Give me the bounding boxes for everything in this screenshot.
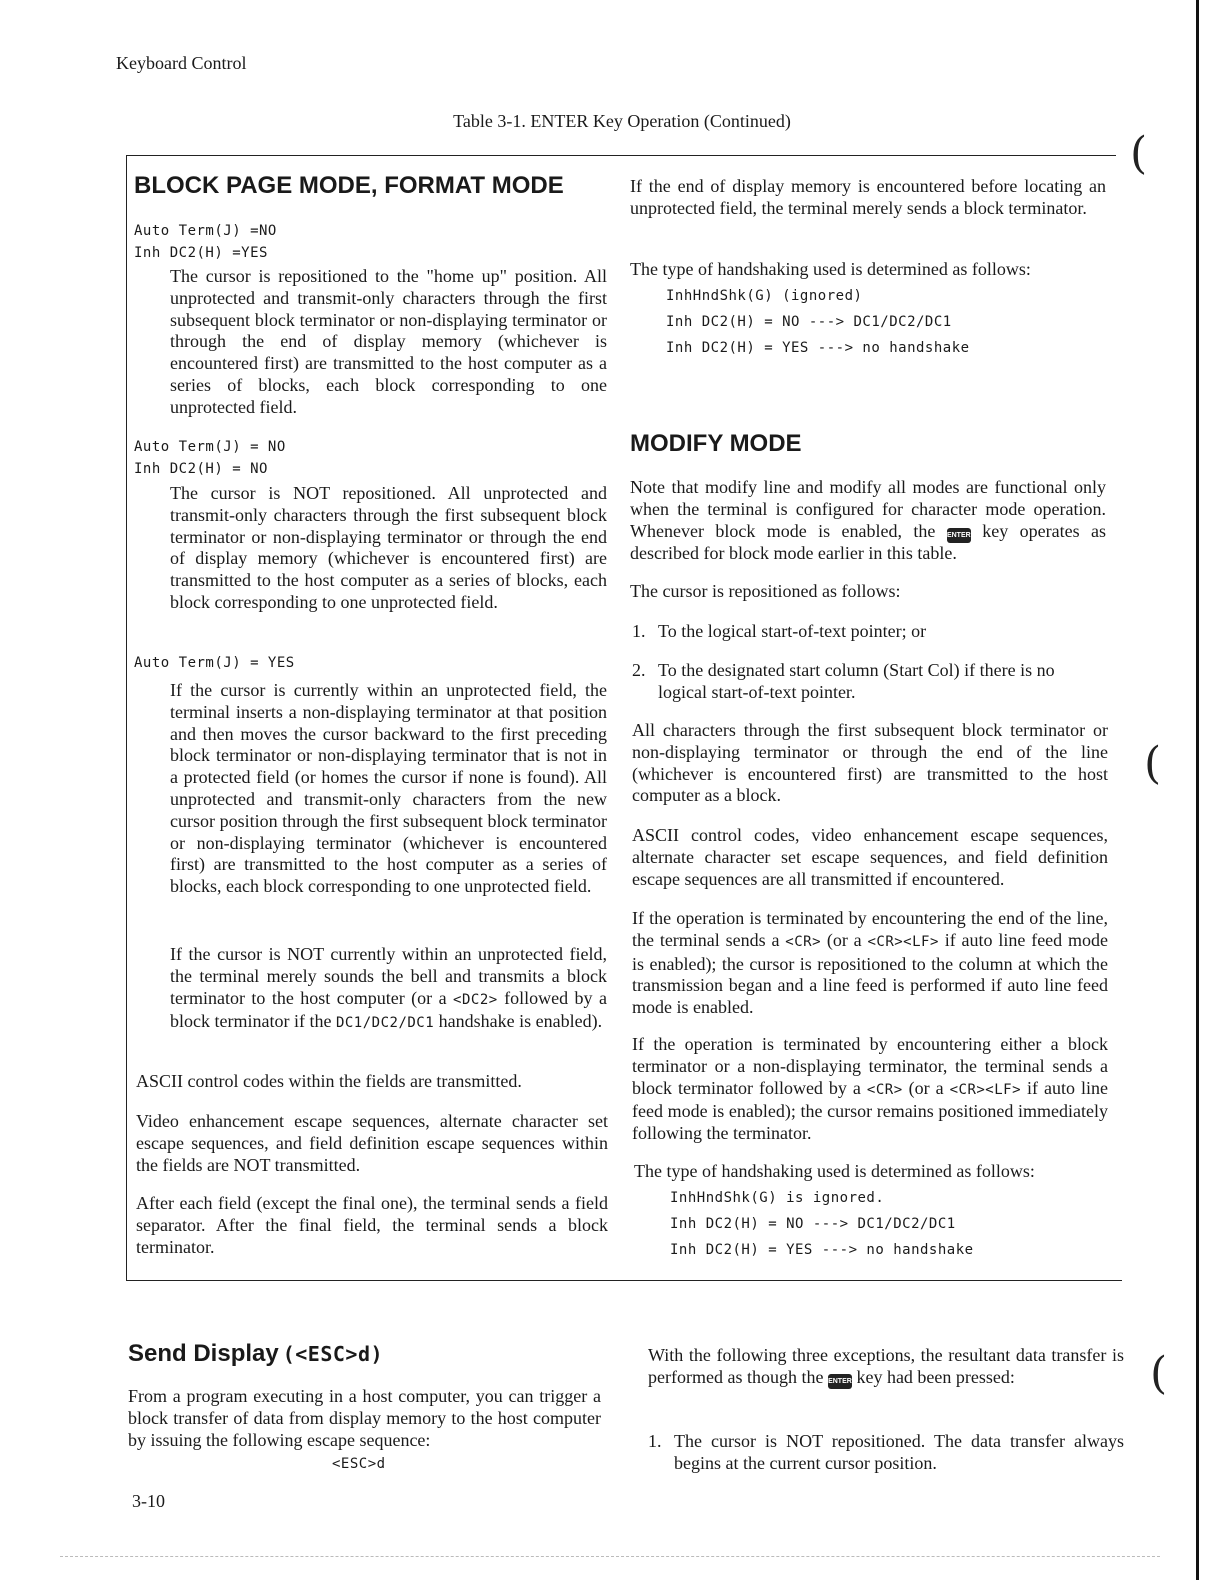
handshake-list-1 (666, 283, 970, 361)
right-para-end: If the end of display memory is encountered before locating an unprotected field, the terminal merely sends a block terminator. (630, 176, 1106, 218)
setting-line: Inh DC2(H) = NO (134, 460, 268, 477)
table-top-rule (126, 155, 1116, 156)
handshake-line: Inh DC2(H) = NO ---> DC1/DC2/DC1 (670, 1216, 956, 1232)
case1-settings (134, 221, 277, 264)
binder-bracket: ( (1150, 1348, 1168, 1399)
code-handshake: DC1/DC2/DC1 (335, 1015, 435, 1032)
handshake-list-2 (670, 1185, 974, 1263)
case3-text2: If the cursor is NOT currently within an unprotected field, the terminal merely sounds the bell and transmits a block terminator to the host computer (or a <DC2> followed by a block terminator if the DC1/DC2/DC1 handshake is enabled). (170, 944, 607, 1032)
handshake-intro-2: The type of handshaking used is determined as follows: (634, 1161, 1035, 1181)
table-left-rule (126, 155, 127, 1280)
handshake-line: InhHndShk(G) (ignored) (666, 288, 863, 304)
modify-heading: MODIFY MODE (630, 430, 802, 457)
handshake-line: Inh DC2(H) = YES ---> no handshake (666, 340, 970, 356)
send-display-heading: Send Display (<ESC>d) (128, 1340, 384, 1367)
handshake-line: Inh DC2(H) = YES ---> no handshake (670, 1242, 974, 1258)
left-para-ascii: ASCII control codes within the fields are transmitted. (136, 1071, 522, 1091)
case3-text1: If the cursor is currently within an unprotected field, the terminal inserts a non-displaying terminator at that position and then moves the cursor backward to the first preceding block terminator or non-displaying terminator that is not in a protected field (or homes the cursor if none is found). All unprotected and transmit-only characters from the new cursor position through the first subsequent block terminator or non-displaying terminator (whichever is encountered first) are transmitted to the host computer as a series of blocks, each block corresponding to one unprotected field. (170, 680, 607, 897)
escape-sequence: <ESC>d (332, 1456, 386, 1472)
list-item: 1. To the logical start-of-text pointer; or (632, 621, 927, 641)
handshake-intro: The type of handshaking used is determined as follows: (630, 259, 1031, 279)
running-title: Keyboard Control (116, 53, 247, 73)
modify-para: Note that modify line and modify all modes are functional only when the terminal is configured for character mode operation. Whenever block mode is enabled, the ENTER key operates as described for block mode earlier in this table. (630, 477, 1106, 563)
left-heading: BLOCK PAGE MODE, FORMAT MODE (134, 172, 564, 199)
binder-bracket: ( (1144, 738, 1162, 789)
right-para-all: All characters through the first subsequent block terminator or non-displaying terminator or through the end of the line (whichever is encountered first) are transmitted to the host computer as a block. (632, 720, 1108, 806)
binder-bracket: ( (1130, 128, 1148, 179)
list-item: 2. To the designated start column (Start Col) if there is no logical start-of-text pointer. (632, 660, 1055, 702)
handshake-line: InhHndShk(G) is ignored. (670, 1190, 885, 1206)
handshake-line: Inh DC2(H) = NO ---> DC1/DC2/DC1 (666, 314, 952, 330)
left-para-video: Video enhancement escape sequences, alternate character set escape sequences, and field definition escape sequences within the fields are NOT transmitted. (136, 1111, 608, 1175)
code-dc2: <DC2> (453, 991, 498, 1008)
table-bottom-rule (126, 1280, 1122, 1281)
case2-text: The cursor is NOT repositioned. All unprotected and transmit-only characters through the first subsequent block terminator or non-displaying terminator or through the end of display memory (whichever is encountered first) are transmitted to the host computer as a series of blocks, each block corresponding to one unprotected field. (170, 483, 607, 612)
page-number: 3-10 (132, 1491, 165, 1511)
case3-setting: Auto Term(J) = YES (134, 655, 295, 671)
case2-settings (134, 437, 286, 480)
enter-key-icon: ENTER (828, 1374, 852, 1389)
setting-line: Auto Term(J) =NO (134, 223, 277, 239)
send-display-para: From a program executing in a host computer, you can trigger a block transfer of data from display memory to the host computer by issuing the following escape sequence: (128, 1386, 601, 1450)
right-para-eol: If the operation is terminated by encountering the end of the line, the terminal sends a <CR> (or a <CR><LF> if auto line feed mode is enabled); the cursor is repositioned to the column at which the transmission began and a line feed is performed if auto line feed mode is enabled. (632, 908, 1108, 1018)
list-item: 1. The cursor is NOT repositioned. The data transfer always begins at the current cursor position. (648, 1431, 1124, 1473)
page-edge (1196, 0, 1199, 1580)
case1-text: The cursor is repositioned to the "home up" position. All unprotected and transmit-only characters through the first subsequent block terminator or non-displaying terminator or through the end of display memory (whichever is encountered first) are transmitted to the host computer as a series of blocks, each block corresponding to one unprotected field. (170, 266, 607, 417)
send-right-para: With the following three exceptions, the resultant data transfer is performed as though the ENTER key had been pressed: (648, 1345, 1124, 1387)
table-caption: Table 3-1. ENTER Key Operation (Continued) (453, 111, 791, 131)
reposition-intro: The cursor is repositioned as follows: (630, 581, 901, 601)
left-para-after: After each field (except the final one), the terminal sends a field separator. After the final field, the terminal sends a block terminator. (136, 1193, 608, 1257)
setting-line: Inh DC2(H) =YES (134, 244, 268, 261)
bottom-rule (60, 1556, 1160, 1558)
right-para-blk: If the operation is terminated by encountering either a block terminator or a non-displaying terminator, the terminal sends a block terminator followed by a <CR> (or a <CR><LF> if auto line feed mode is enabled); the cursor remains positioned immediately following the terminator. (632, 1034, 1108, 1144)
right-para-ascii: ASCII control codes, video enhancement escape sequences, alternate character set escape sequences, and field definition escape sequences are all transmitted if encountered. (632, 825, 1108, 889)
enter-key-icon: ENTER (947, 528, 971, 543)
setting-line: Auto Term(J) = NO (134, 439, 286, 455)
